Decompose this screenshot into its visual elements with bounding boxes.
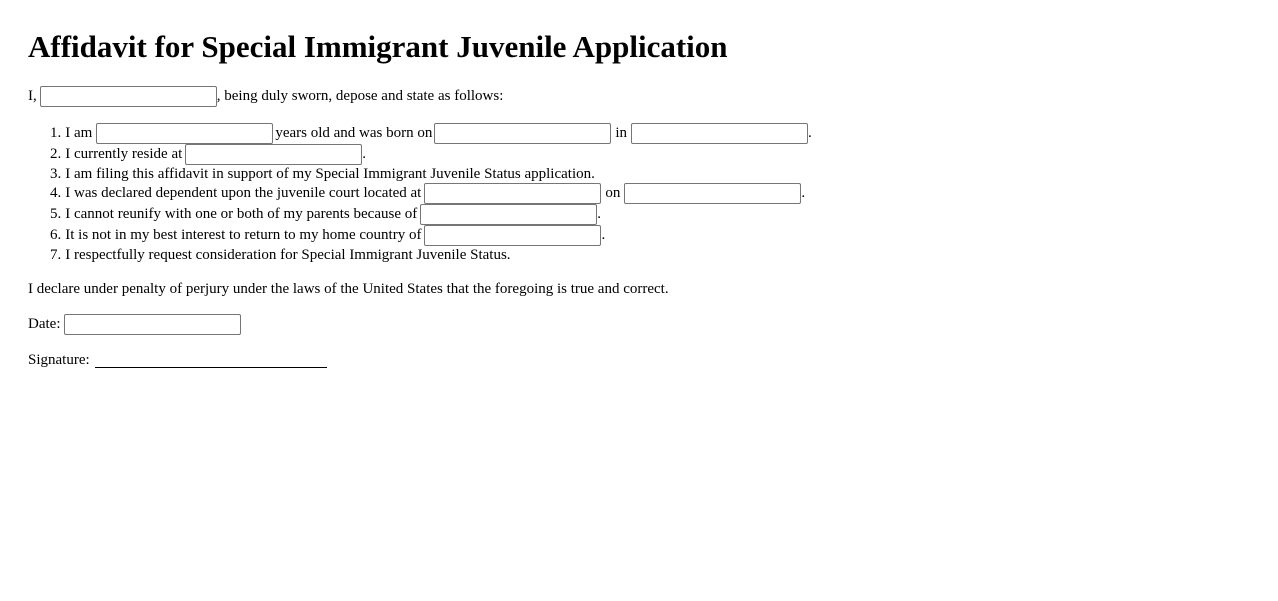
declaration-line: [28, 278, 669, 300]
item-number: 1.: [50, 124, 62, 141]
residence-field[interactable]: [185, 144, 362, 165]
list-item: [50, 182, 805, 204]
home-country-field[interactable]: [424, 225, 601, 246]
court-location-field[interactable]: [424, 183, 601, 204]
age-field[interactable]: [96, 123, 273, 144]
list-item: [50, 244, 511, 266]
item-text: .: [597, 205, 601, 222]
item-text: I am: [65, 124, 93, 141]
item-text: I respectfully request consideration for Special Immigrant Juvenile Status.: [65, 246, 511, 263]
item-text: .: [362, 145, 367, 162]
item-text: .: [808, 124, 812, 141]
item-number: 3.: [50, 165, 62, 182]
item-number: 5.: [50, 205, 62, 222]
item-text: .: [801, 184, 806, 201]
item-number: 2.: [50, 145, 62, 162]
item-text: I am filing this affidavit in support of my Special Immigrant Juvenile Status application.: [65, 165, 595, 182]
signature-line: [28, 349, 327, 371]
date-label: Date:: [28, 316, 61, 332]
birth-date-field[interactable]: [434, 123, 611, 144]
signature-underline[interactable]: [95, 352, 327, 368]
item-text: It is not in my best interest to return to my home country of: [65, 226, 422, 243]
intro-suffix: , being duly sworn, depose and state as follows:: [216, 88, 504, 104]
item-text: I was declared dependent upon the juvenile court located at: [65, 184, 422, 201]
item-number: 4.: [50, 184, 62, 201]
declaration-text: I declare under penalty of perjury under the laws of the United States that the foregoing is true and correct.: [28, 281, 669, 297]
reunification-reason-field[interactable]: [420, 204, 597, 225]
item-number: 7.: [50, 246, 62, 263]
name-field[interactable]: [40, 86, 217, 107]
item-number: 6.: [50, 226, 62, 243]
intro-line: [28, 85, 503, 107]
list-item: [50, 203, 601, 225]
item-text: years old and was born on: [275, 124, 433, 141]
intro-prefix: I,: [28, 88, 37, 104]
list-item: [50, 143, 366, 165]
list-item: [50, 224, 605, 246]
item-text: I cannot reunify with one or both of my parents because of: [65, 205, 418, 222]
item-text: .: [601, 226, 606, 243]
page-title: Affidavit for Special Immigrant Juvenile Application: [28, 29, 728, 64]
date-line: [28, 313, 243, 335]
item-text: I currently reside at: [65, 145, 183, 162]
date-field[interactable]: [64, 314, 241, 335]
list-item: [50, 122, 812, 144]
birth-place-field[interactable]: [631, 123, 808, 144]
item-text: in: [615, 124, 628, 141]
signature-label: Signature:: [28, 352, 90, 368]
court-date-field[interactable]: [624, 183, 801, 204]
item-text: on: [605, 184, 621, 201]
